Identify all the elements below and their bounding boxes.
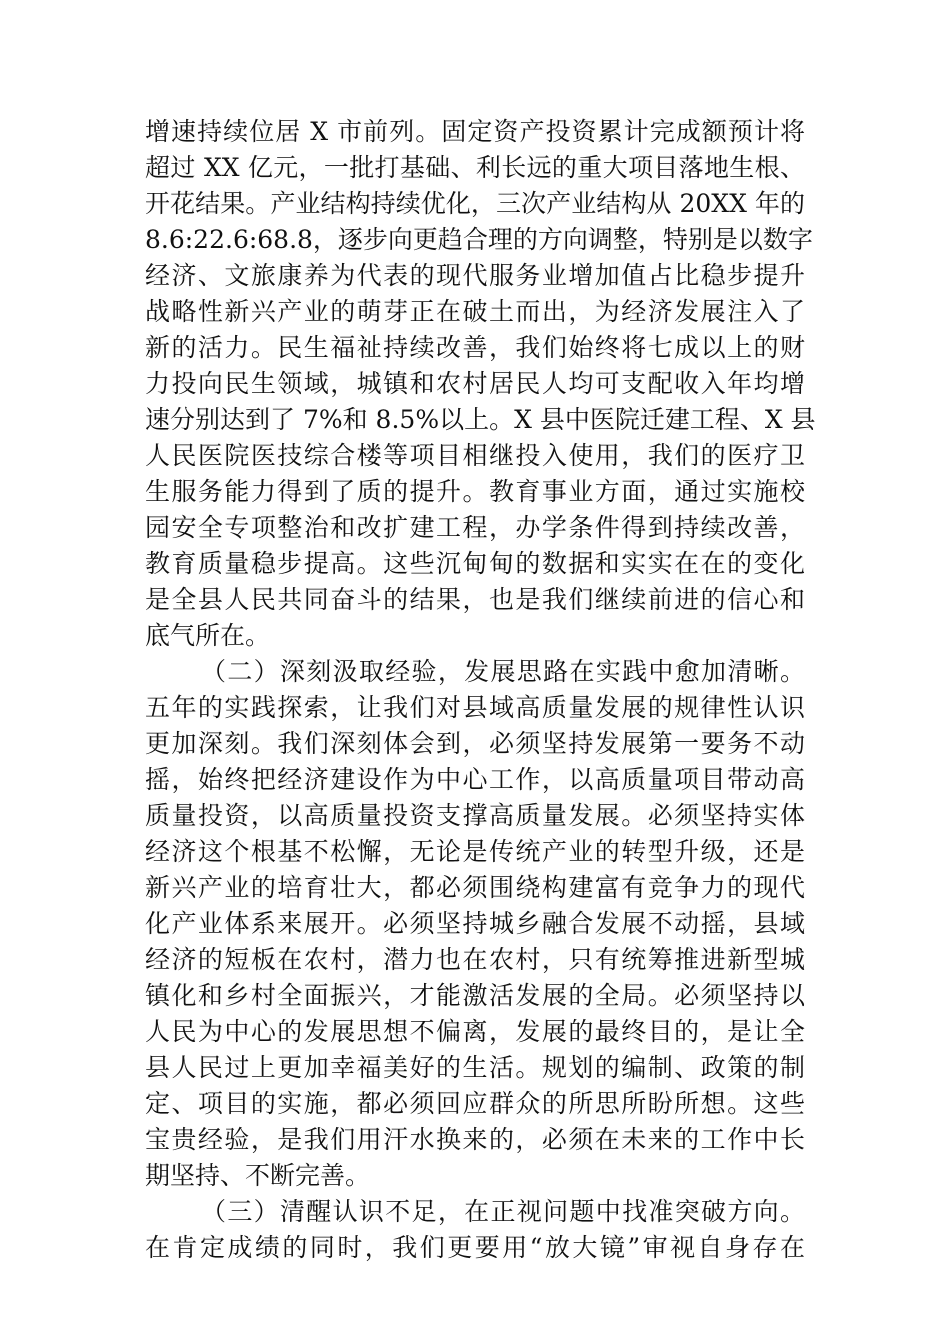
- paragraph-line: 经济的短板在农村，潜力也在农村，只有统筹推进新型城: [145, 945, 805, 974]
- paragraph-line: 质量投资，以高质量投资支撑高质量发展。必须坚持实体: [145, 801, 805, 830]
- paragraph-line: 经济、文旅康养为代表的现代服务业增加值占比稳步提升: [145, 261, 805, 290]
- paragraph-line: 经济这个根基不松懈，无论是传统产业的转型升级，还是: [145, 837, 805, 866]
- paragraph-line: 新兴产业的培育壮大，都必须围绕构建富有竞争力的现代: [145, 873, 805, 902]
- paragraph-line: 定、项目的实施，都必须回应群众的所思所盼所想。这些: [145, 1089, 805, 1118]
- paragraph-line: 开花结果。产业结构持续优化，三次产业结构从 20XX 年的: [145, 189, 805, 218]
- section-heading-line: （三）清醒认识不足，在正视问题中找准突破方向。: [201, 1197, 805, 1226]
- paragraph-line: 力投向民生领域，城镇和农村居民人均可支配收入年均增: [145, 369, 805, 398]
- paragraph-line: 人民医院医技综合楼等项目相继投入使用，我们的医疗卫: [145, 441, 805, 470]
- paragraph-line: 超过 XX 亿元，一批打基础、利长远的重大项目落地生根、: [145, 153, 805, 182]
- paragraph-line: 镇化和乡村全面振兴，才能激活发展的全局。必须坚持以: [145, 981, 805, 1010]
- paragraph-line: 化产业体系来展开。必须坚持城乡融合发展不动摇，县域: [145, 909, 805, 938]
- paragraph-line: 底气所在。: [145, 621, 271, 650]
- section-heading-line: （二）深刻汲取经验，发展思路在实践中愈加清晰。: [201, 657, 805, 686]
- paragraph-line: 增速持续位居 X 市前列。固定资产投资累计完成额预计将: [145, 117, 805, 146]
- paragraph-line: 更加深刻。我们深刻体会到，必须坚持发展第一要务不动: [145, 729, 805, 758]
- paragraph-line: 在肯定成绩的同时，我们更要用“放大镜”审视自身存在: [145, 1233, 805, 1262]
- paragraph-line: 速分别达到了 7%和 8.5%以上。X 县中医院迁建工程、X 县: [145, 405, 816, 434]
- paragraph-line: 五年的实践探索，让我们对县域高质量发展的规律性认识: [145, 693, 805, 722]
- paragraph-line: 县人民过上更加幸福美好的生活。规划的编制、政策的制: [145, 1053, 805, 1082]
- paragraph-line: 教育质量稳步提高。这些沉甸甸的数据和实实在在的变化: [145, 549, 805, 578]
- paragraph-line: 人民为中心的发展思想不偏离，发展的最终目的，是让全: [145, 1017, 805, 1046]
- paragraph-line: 8.6:22.6:68.8，逐步向更趋合理的方向调整，特别是以数字: [145, 225, 813, 254]
- paragraph-line: 期坚持、不断完善。: [145, 1161, 371, 1190]
- paragraph-line: 战略性新兴产业的萌芽正在破土而出，为经济发展注入了: [145, 297, 805, 326]
- paragraph-line: 园安全专项整治和改扩建工程，办学条件得到持续改善，: [145, 513, 805, 542]
- document-body: [145, 114, 816, 1266]
- paragraph-line: 宝贵经验，是我们用汗水换来的，必须在未来的工作中长: [145, 1125, 805, 1154]
- paragraph-line: 生服务能力得到了质的提升。教育事业方面，通过实施校: [145, 477, 805, 506]
- paragraph-line: 摇，始终把经济建设作为中心工作，以高质量项目带动高: [145, 765, 805, 794]
- paragraph-line: 是全县人民共同奋斗的结果，也是我们继续前进的信心和: [145, 585, 805, 614]
- paragraph-line: 新的活力。民生福祉持续改善，我们始终将七成以上的财: [145, 333, 805, 362]
